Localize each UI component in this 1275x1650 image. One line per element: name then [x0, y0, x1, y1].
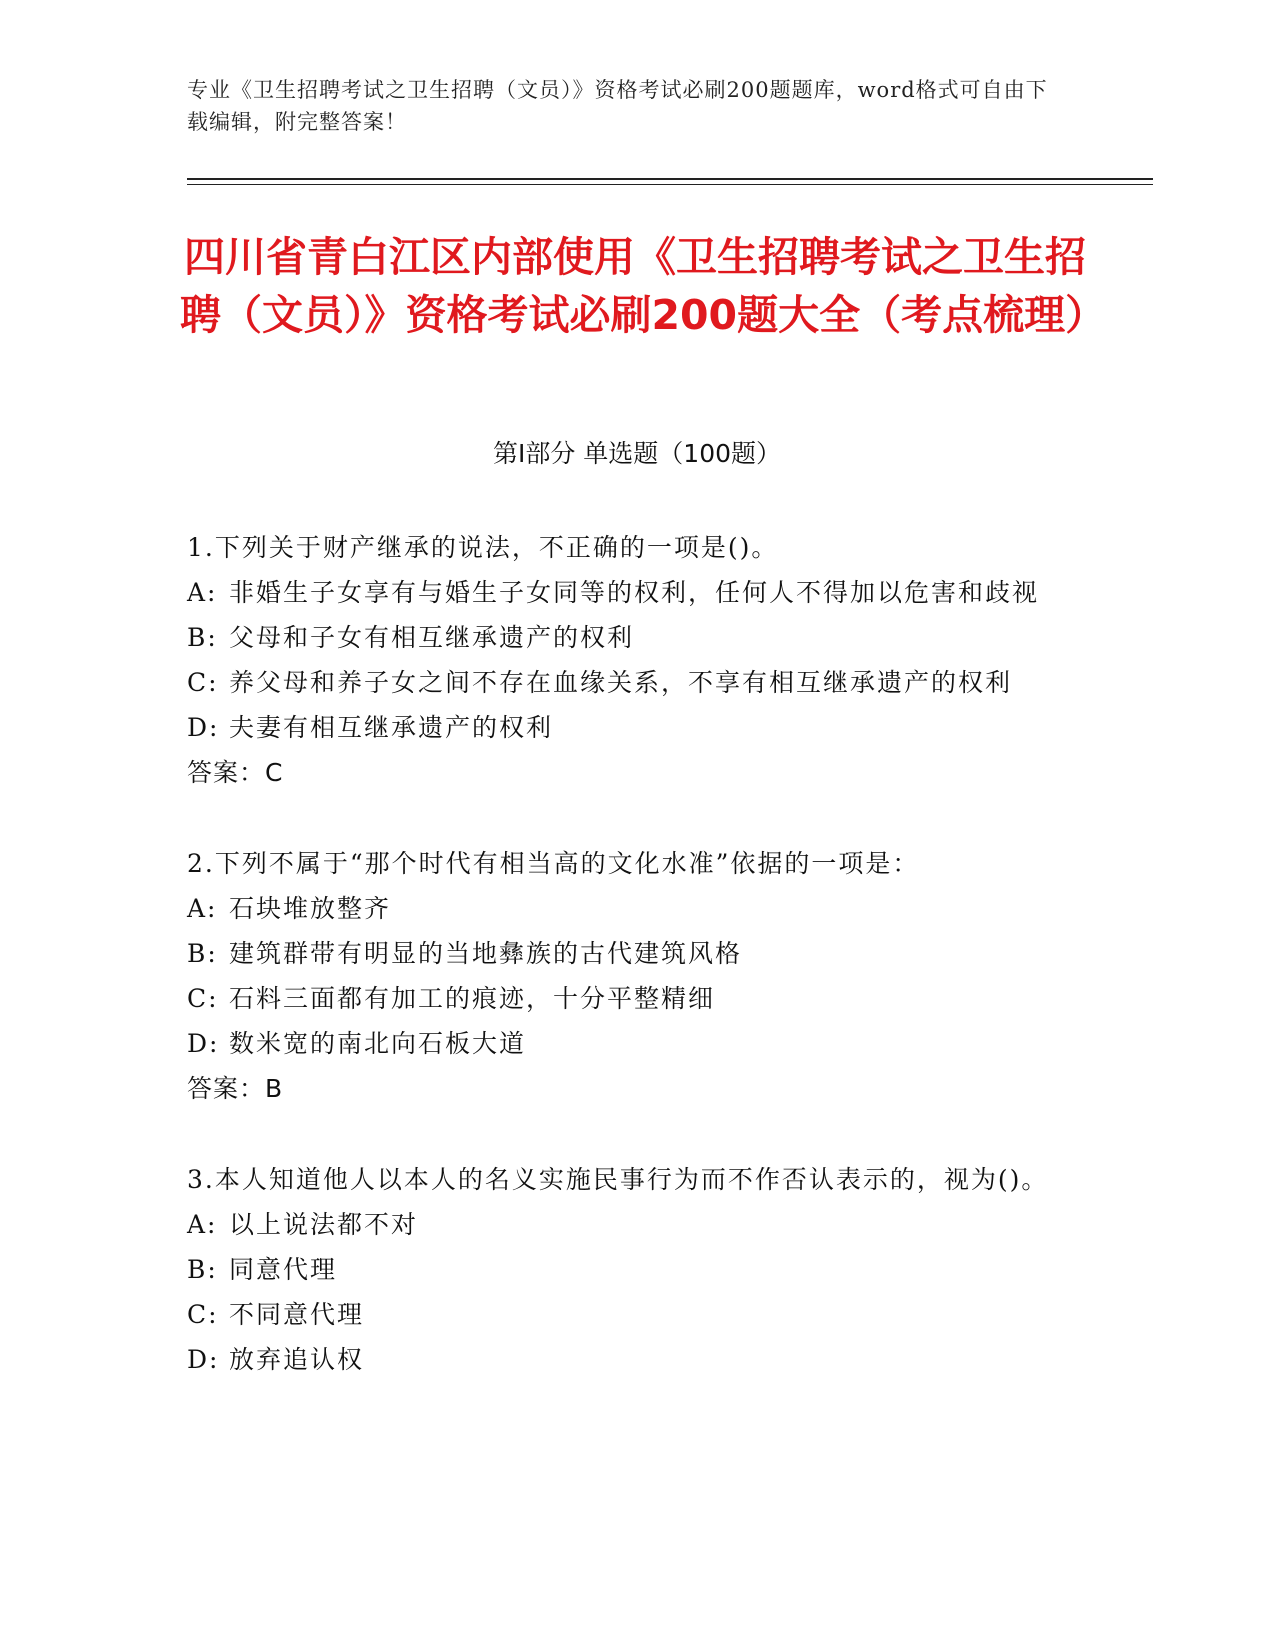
- option-b: [187, 615, 1077, 660]
- question-stem: 3.本人知道他人以本人的名义实施民事行为而不作否认表示的，视为()。: [187, 1165, 1049, 1194]
- option-text: 同意代理: [229, 1255, 338, 1284]
- document-title: 四川省青白江区内部使用《卫生招聘考试之卫生招聘（文员）》资格考试必刷200题大全（考点梳理）: [180, 233, 1107, 339]
- option-c: [187, 1292, 1077, 1337]
- option-a: [187, 570, 1077, 615]
- option-label: A:: [187, 1210, 218, 1239]
- option-d: [187, 1337, 1077, 1382]
- question-stem: 1.下列关于财产继承的说法，不正确的一项是()。: [187, 533, 779, 562]
- option-text: 数米宽的南北向石板大道: [229, 1029, 527, 1058]
- option-label: B:: [187, 1255, 218, 1284]
- header-divider-thin: [187, 184, 1153, 185]
- option-label: A:: [187, 894, 218, 923]
- option-text: 不同意代理: [229, 1300, 365, 1329]
- option-text: 放弃追认权: [229, 1345, 365, 1374]
- option-label: B:: [187, 939, 218, 968]
- option-text: 石块堆放整齐: [229, 894, 392, 923]
- answer-text: 答案：B: [187, 1074, 284, 1103]
- option-d: [187, 705, 1077, 750]
- option-text: 石料三面都有加工的痕迹，十分平整精细: [229, 984, 716, 1013]
- header-note: 专业《卫生招聘考试之卫生招聘（文员）》资格考试必刷200题题库，word格式可自由下载编辑，附完整答案！: [187, 78, 1048, 134]
- option-text: 非婚生子女享有与婚生子女同等的权利，任何人不得加以危害和歧视: [229, 578, 1040, 607]
- option-text: 建筑群带有明显的当地彝族的古代建筑风格: [229, 939, 743, 968]
- option-text: 父母和子女有相互继承遗产的权利: [229, 623, 635, 652]
- question-3: [187, 1157, 1077, 1382]
- question-2: [187, 841, 1077, 1111]
- question-stem: 2.下列不属于“那个时代有相当高的文化水准”依据的一项是：: [187, 849, 920, 878]
- question-list: [187, 525, 1077, 1428]
- option-label: A:: [187, 578, 218, 607]
- section-title: 第Ⅰ部分 单选题（100题）: [492, 439, 782, 468]
- option-c: [187, 660, 1077, 705]
- option-label: D:: [187, 713, 220, 742]
- option-label: C:: [187, 668, 219, 697]
- question-1: [187, 525, 1077, 795]
- option-a: [187, 886, 1077, 931]
- option-text: 夫妻有相互继承遗产的权利: [229, 713, 554, 742]
- option-b: [187, 1247, 1077, 1292]
- option-label: D:: [187, 1029, 220, 1058]
- header-divider-thick: [187, 178, 1153, 180]
- answer-text: 答案：C: [187, 758, 284, 787]
- option-text: 以上说法都不对: [229, 1210, 419, 1239]
- option-label: B:: [187, 623, 218, 652]
- option-text: 养父母和养子女之间不存在血缘关系，不享有相互继承遗产的权利: [229, 668, 1013, 697]
- option-d: [187, 1021, 1077, 1066]
- option-c: [187, 976, 1077, 1021]
- option-label: C:: [187, 984, 219, 1013]
- option-a: [187, 1202, 1077, 1247]
- option-b: [187, 931, 1077, 976]
- option-label: C:: [187, 1300, 219, 1329]
- option-label: D:: [187, 1345, 220, 1374]
